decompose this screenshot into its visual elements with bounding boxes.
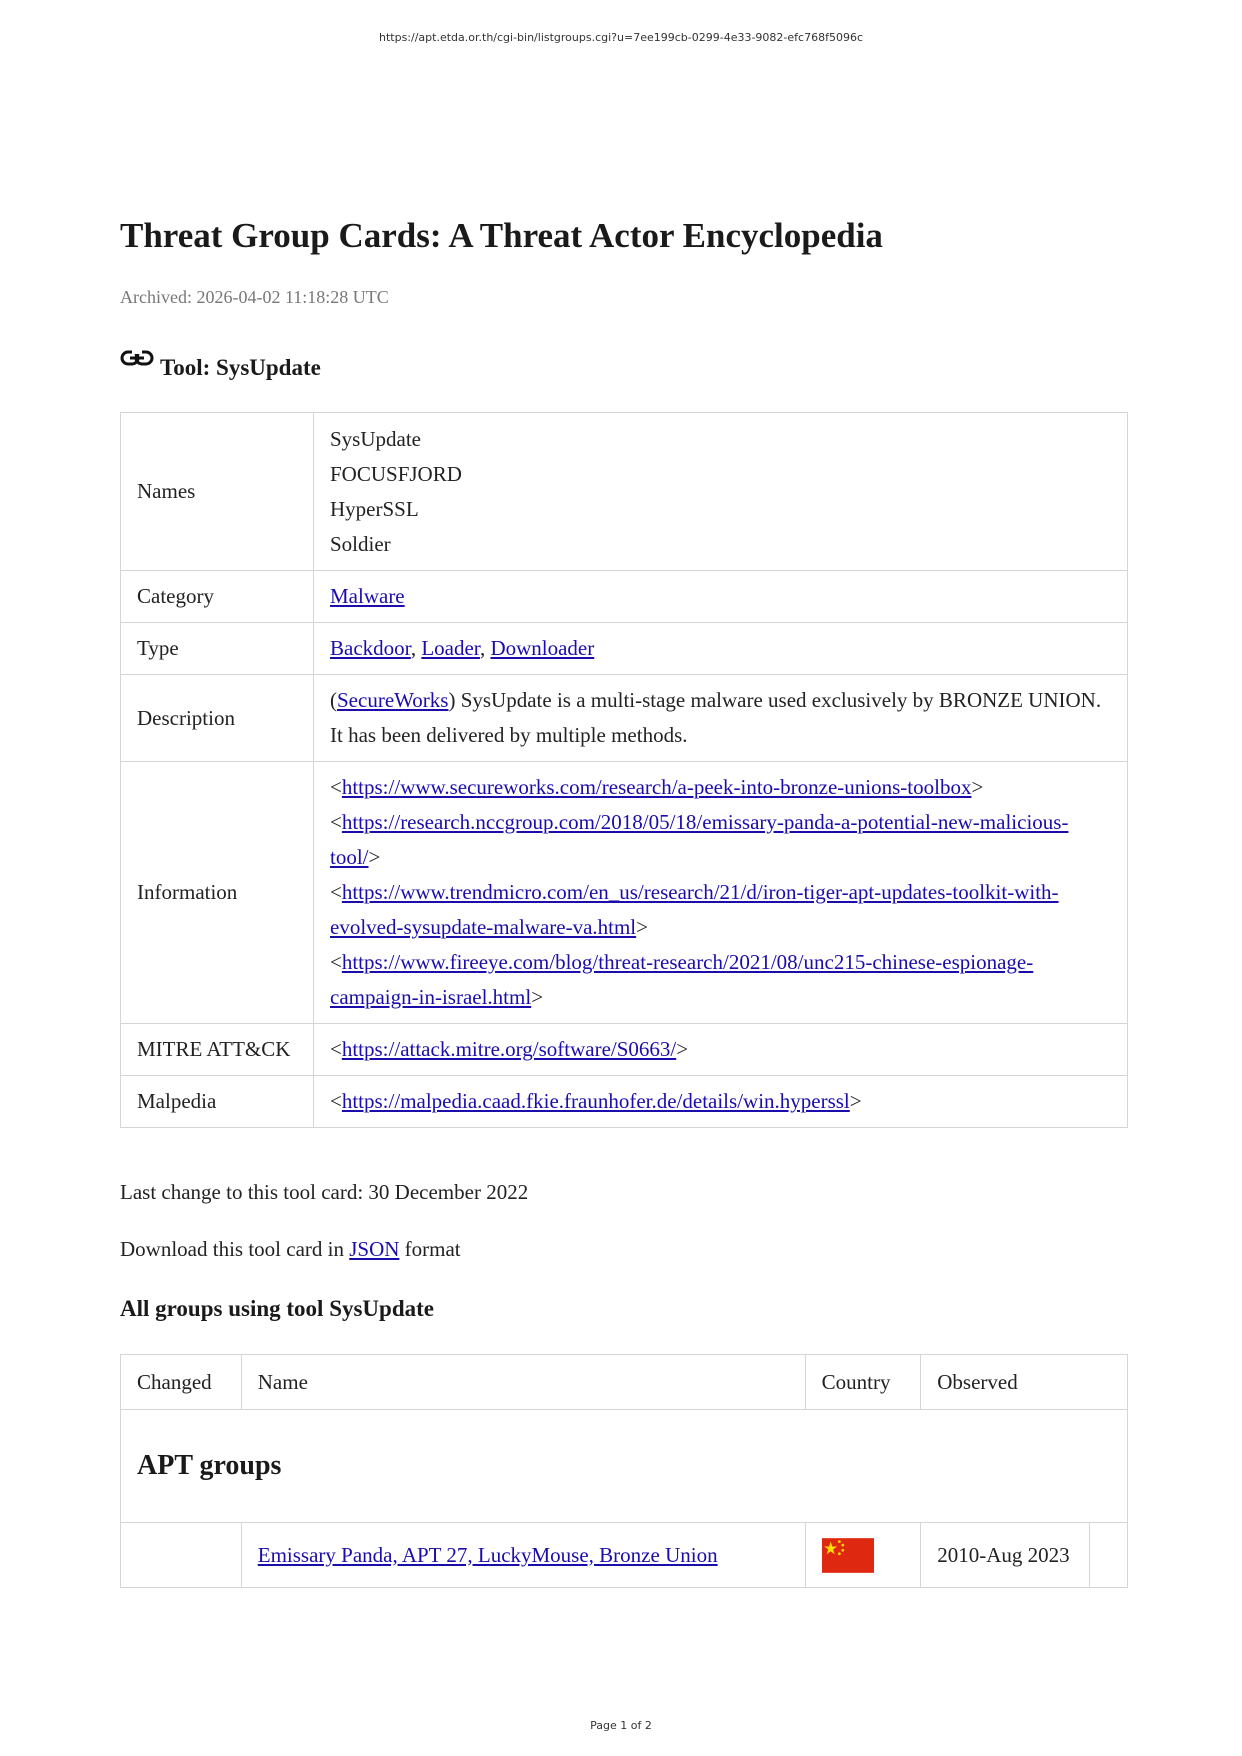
groups-section-row — [121, 1410, 1128, 1523]
name-item: SysUpdate — [330, 427, 421, 451]
china-flag-icon — [822, 1538, 874, 1573]
description-value: (SecureWorks) SysUpdate is a multi-stage malware used exclusively by BRONZE UNION. It has been delivered by multiple methods. — [314, 675, 1128, 762]
name-item: HyperSSL — [330, 497, 419, 521]
category-value — [314, 571, 1128, 623]
type-downloader-link[interactable]: Downloader — [490, 636, 595, 660]
name-item: FOCUSFJORD — [330, 462, 462, 486]
column-header-name: Name — [241, 1355, 805, 1410]
archived-timestamp: Archived: 2026-04-02 11:18:28 UTC — [120, 287, 389, 307]
download-suffix: format — [404, 1237, 461, 1261]
json-download-link[interactable]: JSON — [349, 1237, 400, 1261]
mitre-value: <https://attack.mitre.org/software/S0663/> — [314, 1024, 1128, 1076]
malpedia-link[interactable]: https://malpedia.caad.fkie.fraunhofer.de/details/win.hyperssl — [341, 1089, 850, 1113]
malpedia-value: <https://malpedia.caad.fkie.fraunhofer.de/details/win.hyperssl> — [314, 1076, 1128, 1128]
table-row — [121, 1523, 1128, 1588]
tool-card-table — [120, 412, 1128, 1128]
type-values — [314, 623, 1128, 675]
information-link[interactable]: https://www.fireeye.com/blog/threat-research/2021/08/unc215-chinese-espionage-campaign-in-israel.html — [330, 950, 1034, 1009]
information-link[interactable]: https://www.secureworks.com/research/a-peek-into-bronze-unions-toolbox — [341, 775, 972, 799]
page-url-header: https://apt.etda.or.th/cgi-bin/listgroups.cgi?u=7ee199cb-0299-4e33-9082-efc768f5096c — [379, 31, 863, 44]
column-header-country: Country — [805, 1355, 921, 1410]
description-label: Description — [121, 675, 314, 762]
download-prefix: Download this tool card in — [120, 1237, 344, 1261]
names-label: Names — [121, 413, 314, 571]
information-link-item: <https://research.nccgroup.com/2018/05/18/emissary-panda-a-potential-new-malicious-tool/> — [330, 810, 1069, 869]
tool-heading — [120, 346, 321, 390]
download-line — [120, 1235, 461, 1263]
type-loader-link[interactable]: Loader — [421, 636, 480, 660]
type-backdoor-link[interactable]: Backdoor — [330, 636, 411, 660]
section-title-apt-groups: APT groups — [121, 1410, 1128, 1523]
column-header-changed: Changed — [121, 1355, 242, 1410]
row-type — [121, 623, 1128, 675]
information-link-item: <https://www.fireeye.com/blog/threat-research/2021/08/unc215-chinese-espionage-campaign-in-israel.html> — [330, 950, 1034, 1009]
tool-heading-text: Tool: SysUpdate — [160, 355, 321, 380]
mitre-link[interactable]: https://attack.mitre.org/software/S0663/ — [341, 1037, 677, 1061]
information-label: Information — [121, 762, 314, 1024]
link-icon — [120, 346, 154, 370]
malpedia-label: Malpedia — [121, 1076, 314, 1128]
row-information — [121, 762, 1128, 1024]
groups-heading: All groups using tool SysUpdate — [120, 1296, 434, 1321]
type-separator: , — [410, 636, 422, 660]
changed-cell — [121, 1523, 242, 1588]
column-header-observed: Observed — [921, 1355, 1128, 1410]
row-malpedia — [121, 1076, 1128, 1128]
description-source-link[interactable]: SecureWorks — [337, 688, 449, 712]
name-item: Soldier — [330, 532, 391, 556]
row-category — [121, 571, 1128, 623]
group-name-cell — [241, 1523, 805, 1588]
names-values — [314, 413, 1128, 571]
description-text: SysUpdate is a multi-stage malware used exclusively by BRONZE UNION. It has been delivered by multiple methods. — [330, 688, 1102, 747]
category-label: Category — [121, 571, 314, 623]
group-name-link[interactable]: Emissary Panda, APT 27, LuckyMouse, Bronze Union — [257, 1542, 718, 1567]
information-link[interactable]: https://www.trendmicro.com/en_us/research/21/d/iron-tiger-apt-updates-toolkit-with-evolved-sysupdate-malware-va.html — [330, 880, 1059, 939]
observed-cell: 2010-Aug 2023 — [921, 1523, 1090, 1588]
groups-header-row — [121, 1355, 1128, 1410]
page-footer: Page 1 of 2 — [590, 1719, 652, 1732]
information-link[interactable]: https://research.nccgroup.com/2018/05/18/emissary-panda-a-potential-new-malicious-tool/ — [330, 810, 1069, 869]
type-label: Type — [121, 623, 314, 675]
country-cell — [805, 1523, 921, 1588]
row-description — [121, 675, 1128, 762]
information-link-item: <https://www.trendmicro.com/en_us/research/21/d/iron-tiger-apt-updates-toolkit-with-evolved-sysupdate-malware-va.html> — [330, 880, 1059, 939]
row-names — [121, 413, 1128, 571]
groups-table — [120, 1354, 1128, 1588]
extra-cell — [1090, 1523, 1128, 1588]
page-title: Threat Group Cards: A Threat Actor Encyclopedia — [120, 216, 883, 255]
mitre-label: MITRE ATT&CK — [121, 1024, 314, 1076]
row-mitre — [121, 1024, 1128, 1076]
information-link-item: <https://www.secureworks.com/research/a-peek-into-bronze-unions-toolbox> — [330, 775, 984, 799]
last-change-text: Last change to this tool card: 30 December 2022 — [120, 1180, 529, 1204]
category-malware-link[interactable]: Malware — [330, 584, 405, 608]
type-separator: , — [479, 636, 491, 660]
information-links — [314, 762, 1128, 1024]
